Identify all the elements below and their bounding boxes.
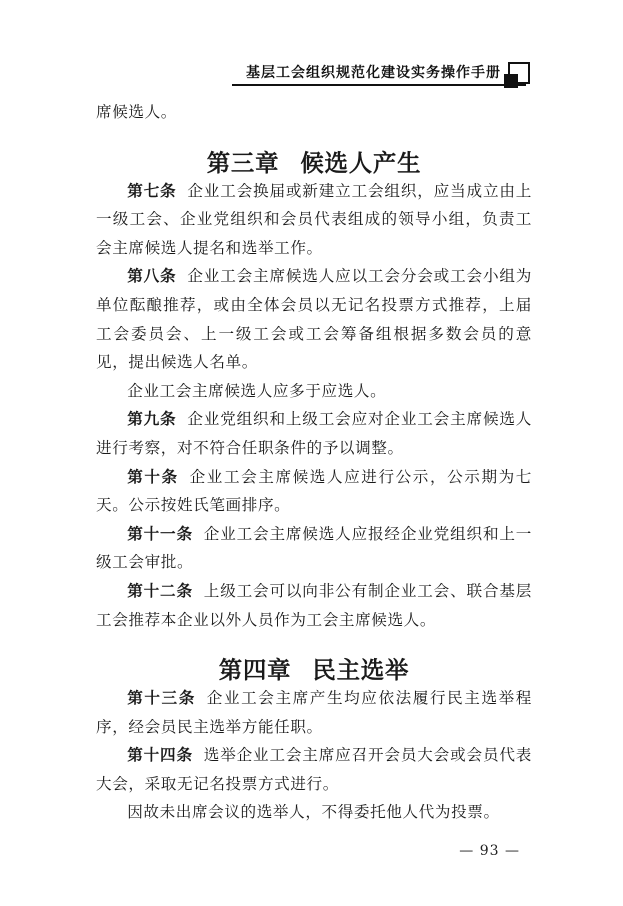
article-text: 企业工会主席候选人应以工会分会或工会小组为单位酝酿推荐，或由全体会员以无记名投票方式推荐，上届工会委员会、上一级工会或工会筹备组根据多数会员的意见，提出候选人名单。: [96, 267, 532, 372]
article-text: 企业党组织和上级工会应对企业工会主席候选人进行考察，对不符合任职条件的予以调整。: [96, 410, 532, 457]
continuation-text: 席候选人。: [96, 103, 177, 121]
article-text: 企业工会换届或新建立工会组织，应当成立由上一级工会、企业党组织和会员代表组成的领导小组，负责工会主席候选人提名和选举工作。: [96, 181, 532, 257]
header-corner-square: [504, 74, 518, 88]
article-9: [96, 405, 532, 462]
article-label: 第十二条: [127, 580, 193, 600]
chapter-number: 第三章: [206, 148, 280, 177]
chapter-number: 第四章: [218, 656, 292, 685]
article-text: 因故未出席会议的选举人，不得委托他人代为投票。: [127, 803, 500, 822]
article-11: [96, 520, 532, 577]
article-text: 企业工会主席产生均应依法履行民主选举程序，经会员民主选举方能任职。: [96, 689, 533, 736]
article-label: 第十条: [127, 466, 179, 486]
article-text: 选举企业工会主席应召开会员大会或会员代表大会，采取无记名投票方式进行。: [96, 746, 532, 793]
article-10: [96, 463, 532, 520]
article-text: 企业工会主席候选人应多于应选人。: [127, 381, 387, 400]
article-8: [96, 262, 532, 376]
page-body: [96, 98, 532, 827]
article-text: 企业工会主席候选人应报经企业党组织和上一级工会审批。: [96, 524, 532, 572]
chapter-heading-3: [96, 149, 532, 177]
article-text: 上级工会可以向非公有制企业工会、联合基层工会推荐本企业以外人员作为工会主席候选人。: [96, 581, 532, 629]
header-rule: [232, 84, 526, 86]
article-label: 第十四条: [127, 745, 193, 765]
article-13: [96, 684, 532, 741]
header-title: 基层工会组织规范化建设实务操作手册: [246, 65, 501, 81]
article-text: 企业工会主席候选人应进行公示，公示期为七天。公示按姓氏笔画排序。: [96, 467, 532, 515]
article-8-paragraph-2: [96, 377, 532, 406]
article-label: 第十三条: [127, 688, 196, 708]
page-number: — 93 —: [459, 843, 520, 859]
running-header: [0, 0, 623, 90]
chapter-heading-4: [96, 656, 532, 684]
article-label: 第十一条: [127, 523, 193, 543]
article-14: [96, 741, 532, 798]
article-label: 第七条: [127, 180, 177, 200]
article-label: 第八条: [127, 266, 177, 286]
article-14-paragraph-2: [96, 798, 532, 827]
chapter-title: 候选人产生: [300, 148, 422, 177]
article-7: [96, 177, 532, 263]
article-label: 第九条: [127, 409, 177, 429]
chapter-title: 民主选举: [312, 656, 410, 685]
article-12: [96, 577, 532, 634]
